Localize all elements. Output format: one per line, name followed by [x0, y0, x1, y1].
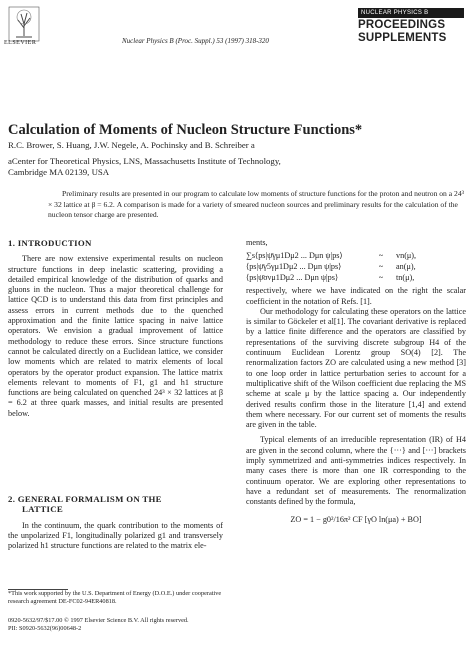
- publisher-logo-text: ELSEVIER: [4, 40, 37, 46]
- author-list: R.C. Brower, S. Huang, J.W. Negele, A. Pochinsky and B. Schreiber a: [8, 140, 255, 150]
- paragraph-lead: ments,: [246, 238, 268, 247]
- paragraph: Typical elements of an irreducible representation (IR) of H4 are given in the second column, where the {···} and [···] brackets imply symmetrized and anti-symmetries indices respectively. In many cases there is more than one IR corresponding to the continuum operator. We are exploring other representations to have a redundant set of measurements. The renormalization constants defined by the formula,: [246, 435, 466, 507]
- equation-sim: ~: [378, 251, 384, 261]
- paragraph: respectively, where we have indicated on the right the scalar coefficient in the notation of Refs. [1].: [246, 286, 466, 306]
- affiliation: [8, 156, 281, 178]
- paper-title: Calculation of Moments of Nucleon Structure Functions*: [8, 122, 363, 138]
- pii-line: PII: S0920-5632(96)00648-2: [8, 625, 82, 632]
- section-heading: 1. INTRODUCTION: [8, 238, 92, 248]
- equation-block: [246, 250, 466, 283]
- paragraph: There are now extensive experimental results on nucleon structure functions in deep inelastic scattering, providing a detailed empirical knowledge of the distribution of quarks and gluons in the nucleon. Thus a major theoretical challenge for lattice QCD is to understand this data from first principles and assess errors in current methods due to the quenched approximation and the finite lattice spacing in naive lattice operators. We envision a gradual improvement of lattice methodology to reduce these errors. Since structure functions cannot be calculated directly on a Euclidean lattice, we consider low moments which are related to matrix elements of local operators by the operator product expansion. The lattice matrix elements relevant to moments of F1, g1 and h1 structure functions are being calculated on quenched 24³ × 32 lattices at β = 6.2 at three quark masses, and initial results are presented below.: [8, 254, 223, 418]
- equation-rhs: an(μ),: [396, 262, 416, 272]
- equation-sim: ~: [378, 262, 384, 272]
- equation-lhs: ⟨ps|ψ̄γ5γμ1Dμ2 ... Dμn ψ|ps⟩: [246, 262, 342, 272]
- footnote: *This work supported by the U.S. Department of Energy (D.O.E.) under cooperative research agreement DE-FC02-94ER40818.: [8, 590, 222, 605]
- paragraph: In the continuum, the quark contribution to the moments of the unpolarized F1, longitudinally polarized g1 and transversely polarized h1 structure functions are related to the matrix ele-: [8, 520, 223, 551]
- section-2: [8, 494, 223, 551]
- equation-rhs: tn(μ),: [396, 273, 415, 283]
- journal-citation: Nuclear Physics B (Proc. Suppl.) 53 (1997) 318-320: [122, 37, 269, 45]
- equation-rhs: vn(μ),: [396, 251, 417, 261]
- right-column: [246, 238, 466, 525]
- journal-brand: [358, 8, 464, 44]
- paragraph: Our methodology for calculating these operators on the lattice is similar to Göckeler et al[1]. The covariant derivative is replaced by a lattice finite difference and the operators are classified by representations of the surviving discrete subgroup H4 of the continuum Euclidean Lorentz group SO(4) [2]. The renormalization factors ZO are calculated using a new method [3] to one loop order in lattice perturbation series to account for a multiplicative shift of the Wilson coefficient due replacing the MS scheme at scale μ by the lattice spacing a. Our independently derived results confirm those in the literature [1,4] and extend them where necessary. For our current set of moments the results are given in the table.: [246, 306, 466, 430]
- brand-line-1: PROCEEDINGS: [358, 19, 446, 31]
- affiliation-line: Cambridge MA 02139, USA: [8, 167, 110, 177]
- copyright: [8, 617, 189, 633]
- section-heading-cont: LATTICE: [22, 504, 64, 515]
- elsevier-tree-logo-icon: [8, 6, 40, 42]
- section-heading: 2. GENERAL FORMALISM ON THE: [8, 494, 162, 504]
- brand-line-2: SUPPLEMENTS: [358, 32, 447, 44]
- affiliation-line: aCenter for Theoretical Physics, LNS, Massachusetts Institute of Technology,: [8, 156, 281, 166]
- renormalization-equation: ZO = 1 − g0²/16π² CF [γO ln(μa) + BO]: [290, 514, 422, 524]
- equation-lhs: ⟨ps|ψ̄σνμ1Dμ2 ... Dμn ψ|ps⟩: [246, 273, 339, 283]
- brand-bar: NUCLEAR PHYSICS B: [358, 8, 464, 18]
- section-1: [8, 238, 223, 419]
- equation-lhs: ∑s⟨ps|ψ̄γμ1Dμ2 ... Dμn ψ|ps⟩: [246, 251, 343, 261]
- equation-sim: ~: [378, 273, 384, 283]
- copyright-line: 0920-5632/97/$17.00 © 1997 Elsevier Science B.V. All rights reserved.: [8, 617, 189, 624]
- abstract: Preliminary results are presented in our program to calculate low moments of structure functions for the proton and neutron on a 24³ × 32 lattice at β = 6.2. A comparison is made for a variety of smeared nucleon sources and preliminary results for the calculation of the nucleon tensor charge are presented.: [48, 189, 464, 219]
